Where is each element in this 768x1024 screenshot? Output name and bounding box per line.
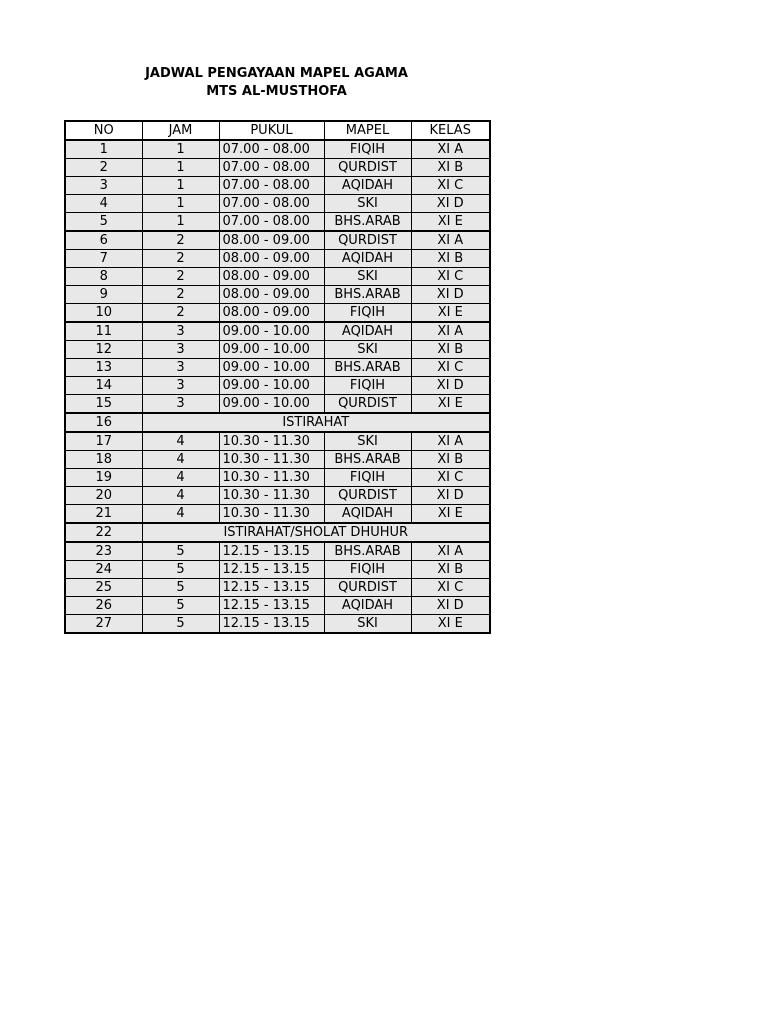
cell-no: 9	[65, 286, 142, 304]
cell-kelas: XI A	[411, 140, 490, 159]
table-header-row	[65, 121, 490, 140]
cell-pukul: 07.00 - 08.00	[219, 140, 324, 159]
cell-mapel: SKI	[324, 195, 411, 213]
cell-mapel: FIQIH	[324, 561, 411, 579]
cell-no: 10	[65, 304, 142, 323]
cell-kelas: XI E	[411, 213, 490, 232]
break-label: ISTIRAHAT/SHOLAT DHUHUR	[142, 523, 490, 542]
cell-jam: 3	[142, 359, 219, 377]
cell-jam: 3	[142, 377, 219, 395]
cell-jam: 5	[142, 615, 219, 634]
cell-jam: 5	[142, 561, 219, 579]
cell-mapel: BHS.ARAB	[324, 451, 411, 469]
table-row	[65, 304, 490, 323]
column-header-mapel: MAPEL	[324, 121, 411, 140]
cell-mapel: QURDIST	[324, 579, 411, 597]
cell-pukul: 12.15 - 13.15	[219, 579, 324, 597]
cell-pukul: 09.00 - 10.00	[219, 341, 324, 359]
cell-no: 17	[65, 432, 142, 451]
cell-mapel: FIQIH	[324, 377, 411, 395]
cell-jam: 4	[142, 432, 219, 451]
cell-pukul: 10.30 - 11.30	[219, 432, 324, 451]
break-row	[65, 523, 490, 542]
cell-kelas: XI E	[411, 304, 490, 323]
cell-mapel: SKI	[324, 615, 411, 634]
cell-mapel: QURDIST	[324, 395, 411, 414]
cell-jam: 1	[142, 159, 219, 177]
table-row	[65, 432, 490, 451]
cell-kelas: XI C	[411, 579, 490, 597]
cell-pukul: 10.30 - 11.30	[219, 505, 324, 524]
cell-no: 15	[65, 395, 142, 414]
table-row	[65, 250, 490, 268]
cell-no: 5	[65, 213, 142, 232]
cell-mapel: FIQIH	[324, 469, 411, 487]
cell-pukul: 10.30 - 11.30	[219, 469, 324, 487]
cell-pukul: 09.00 - 10.00	[219, 322, 324, 341]
table-row	[65, 159, 490, 177]
cell-pukul: 08.00 - 09.00	[219, 231, 324, 250]
cell-jam: 1	[142, 195, 219, 213]
cell-jam: 3	[142, 341, 219, 359]
cell-mapel: QURDIST	[324, 487, 411, 505]
cell-kelas: XI E	[411, 505, 490, 524]
cell-mapel: AQIDAH	[324, 177, 411, 195]
cell-mapel: SKI	[324, 341, 411, 359]
cell-kelas: XI D	[411, 597, 490, 615]
cell-mapel: BHS.ARAB	[324, 359, 411, 377]
cell-pukul: 12.15 - 13.15	[219, 542, 324, 561]
document-subtitle: MTS AL-MUSTHOFA	[206, 84, 347, 99]
cell-pukul: 08.00 - 09.00	[219, 250, 324, 268]
column-header-no: NO	[65, 121, 142, 140]
cell-no: 8	[65, 268, 142, 286]
cell-kelas: XI B	[411, 341, 490, 359]
cell-mapel: BHS.ARAB	[324, 213, 411, 232]
cell-no: 23	[65, 542, 142, 561]
cell-kelas: XI E	[411, 395, 490, 414]
table-row	[65, 231, 490, 250]
break-label: ISTIRAHAT	[142, 413, 490, 432]
cell-kelas: XI C	[411, 268, 490, 286]
cell-jam: 2	[142, 250, 219, 268]
cell-pukul: 09.00 - 10.00	[219, 377, 324, 395]
cell-kelas: XI A	[411, 231, 490, 250]
cell-kelas: XI D	[411, 487, 490, 505]
cell-jam: 4	[142, 469, 219, 487]
cell-jam: 2	[142, 304, 219, 323]
cell-kelas: XI B	[411, 159, 490, 177]
table-row	[65, 195, 490, 213]
cell-pukul: 12.15 - 13.15	[219, 615, 324, 634]
cell-no: 4	[65, 195, 142, 213]
cell-kelas: XI B	[411, 451, 490, 469]
cell-no: 26	[65, 597, 142, 615]
cell-kelas: XI D	[411, 286, 490, 304]
cell-kelas: XI D	[411, 377, 490, 395]
cell-mapel: AQIDAH	[324, 597, 411, 615]
break-row	[65, 413, 490, 432]
cell-no: 20	[65, 487, 142, 505]
cell-jam: 1	[142, 213, 219, 232]
cell-no: 1	[65, 140, 142, 159]
column-header-kelas: KELAS	[411, 121, 490, 140]
cell-mapel: SKI	[324, 268, 411, 286]
table-row	[65, 615, 490, 634]
table-row	[65, 469, 490, 487]
cell-mapel: BHS.ARAB	[324, 542, 411, 561]
cell-no: 7	[65, 250, 142, 268]
cell-pukul: 07.00 - 08.00	[219, 213, 324, 232]
cell-no: 16	[65, 413, 142, 432]
table-row	[65, 268, 490, 286]
cell-kelas: XI A	[411, 542, 490, 561]
cell-mapel: AQIDAH	[324, 250, 411, 268]
cell-pukul: 07.00 - 08.00	[219, 177, 324, 195]
cell-mapel: QURDIST	[324, 231, 411, 250]
cell-kelas: XI E	[411, 615, 490, 634]
table-row	[65, 177, 490, 195]
cell-jam: 2	[142, 268, 219, 286]
cell-no: 12	[65, 341, 142, 359]
cell-no: 11	[65, 322, 142, 341]
column-header-pukul: PUKUL	[219, 121, 324, 140]
cell-kelas: XI A	[411, 432, 490, 451]
table-row	[65, 597, 490, 615]
table-row	[65, 359, 490, 377]
cell-pukul: 09.00 - 10.00	[219, 359, 324, 377]
column-header-jam: JAM	[142, 121, 219, 140]
table-row	[65, 140, 490, 159]
cell-no: 21	[65, 505, 142, 524]
cell-kelas: XI B	[411, 561, 490, 579]
cell-pukul: 08.00 - 09.00	[219, 304, 324, 323]
cell-pukul: 12.15 - 13.15	[219, 597, 324, 615]
cell-no: 13	[65, 359, 142, 377]
cell-pukul: 07.00 - 08.00	[219, 159, 324, 177]
cell-jam: 4	[142, 451, 219, 469]
table-row	[65, 561, 490, 579]
cell-pukul: 10.30 - 11.30	[219, 451, 324, 469]
table-row	[65, 286, 490, 304]
cell-no: 3	[65, 177, 142, 195]
cell-jam: 3	[142, 322, 219, 341]
cell-mapel: FIQIH	[324, 140, 411, 159]
cell-mapel: SKI	[324, 432, 411, 451]
cell-no: 22	[65, 523, 142, 542]
cell-mapel: BHS.ARAB	[324, 286, 411, 304]
table-row	[65, 505, 490, 524]
cell-mapel: AQIDAH	[324, 505, 411, 524]
table-row	[65, 579, 490, 597]
cell-no: 24	[65, 561, 142, 579]
table-row	[65, 487, 490, 505]
cell-mapel: QURDIST	[324, 159, 411, 177]
cell-mapel: AQIDAH	[324, 322, 411, 341]
cell-pukul: 10.30 - 11.30	[219, 487, 324, 505]
table-row	[65, 322, 490, 341]
cell-pukul: 08.00 - 09.00	[219, 286, 324, 304]
table-row	[65, 213, 490, 232]
document-title: JADWAL PENGAYAAN MAPEL AGAMA	[145, 66, 408, 81]
cell-kelas: XI C	[411, 177, 490, 195]
cell-no: 6	[65, 231, 142, 250]
table-row	[65, 395, 490, 414]
cell-jam: 2	[142, 286, 219, 304]
cell-no: 27	[65, 615, 142, 634]
cell-kelas: XI A	[411, 322, 490, 341]
table-row	[65, 341, 490, 359]
schedule-table	[64, 120, 491, 634]
cell-jam: 3	[142, 395, 219, 414]
cell-no: 19	[65, 469, 142, 487]
cell-pukul: 09.00 - 10.00	[219, 395, 324, 414]
cell-no: 14	[65, 377, 142, 395]
cell-pukul: 08.00 - 09.00	[219, 268, 324, 286]
cell-jam: 1	[142, 140, 219, 159]
table-row	[65, 377, 490, 395]
cell-kelas: XI D	[411, 195, 490, 213]
cell-pukul: 12.15 - 13.15	[219, 561, 324, 579]
cell-jam: 5	[142, 597, 219, 615]
cell-kelas: XI C	[411, 469, 490, 487]
cell-jam: 5	[142, 542, 219, 561]
cell-jam: 5	[142, 579, 219, 597]
cell-jam: 1	[142, 177, 219, 195]
cell-mapel: FIQIH	[324, 304, 411, 323]
cell-jam: 4	[142, 505, 219, 524]
table-row	[65, 542, 490, 561]
cell-pukul: 07.00 - 08.00	[219, 195, 324, 213]
cell-kelas: XI C	[411, 359, 490, 377]
cell-jam: 2	[142, 231, 219, 250]
cell-no: 18	[65, 451, 142, 469]
cell-no: 25	[65, 579, 142, 597]
table-row	[65, 451, 490, 469]
cell-jam: 4	[142, 487, 219, 505]
cell-no: 2	[65, 159, 142, 177]
cell-kelas: XI B	[411, 250, 490, 268]
